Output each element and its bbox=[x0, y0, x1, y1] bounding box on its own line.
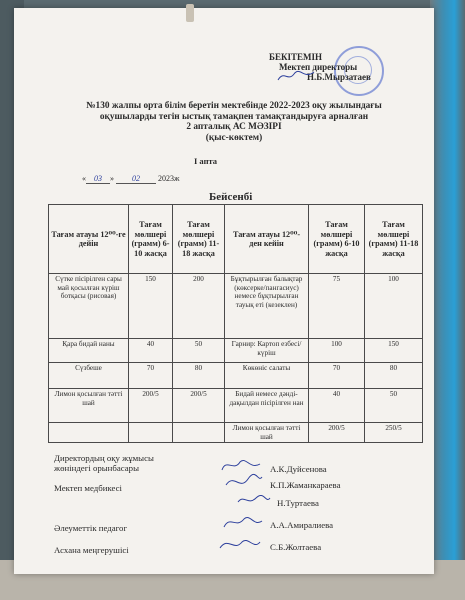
menu-table bbox=[48, 204, 423, 443]
canteen-head-signature bbox=[218, 534, 262, 557]
title-line-3: 2 апталық АС МӘЗІРІ bbox=[186, 122, 282, 132]
extra-staff-signature bbox=[236, 492, 272, 511]
table-cell: 80 bbox=[365, 363, 423, 389]
table-row bbox=[49, 423, 423, 443]
social-pedagogue-label: Әлеуметтік педагог bbox=[54, 523, 128, 533]
approval-position: Мектеп директоры bbox=[279, 62, 358, 72]
paper-clip bbox=[186, 4, 194, 22]
table-cell: 70 bbox=[129, 363, 173, 389]
date-line bbox=[82, 174, 180, 184]
header-cell: Тағам мөлшері (грамм) 11-18 жасқа bbox=[365, 205, 423, 274]
table-cell: Сүзбеше bbox=[49, 363, 129, 389]
extra-staff-name: Н.Туртаева bbox=[277, 498, 319, 508]
table-cell bbox=[173, 423, 225, 443]
table-cell: 80 bbox=[173, 363, 225, 389]
table-row bbox=[49, 339, 423, 363]
menu-title bbox=[54, 101, 414, 143]
table-cell: 70 bbox=[309, 363, 365, 389]
table-cell: 200/5 bbox=[309, 423, 365, 443]
table-cell: 100 bbox=[309, 339, 365, 363]
nurse-signature bbox=[224, 473, 264, 494]
table-cell: Лимон қосылған тәтті шай bbox=[225, 423, 309, 443]
table-cell: Қара бидай наны bbox=[49, 339, 129, 363]
table-row bbox=[49, 274, 423, 339]
deputy-label bbox=[54, 453, 154, 473]
header-cell: Тағам мөлшері (грамм) 6-10 жасқа bbox=[129, 205, 173, 274]
table-cell: Гарнир: Картоп езбесі/ күріш bbox=[225, 339, 309, 363]
table-cell: 150 bbox=[129, 274, 173, 339]
table-cell: Сүтке пісірілген сары май қосылған күріш ботқасы (рисовая) bbox=[49, 274, 129, 339]
canteen-head-label: Асхана меңгерушісі bbox=[54, 545, 129, 555]
header-cell: Тағам мөлшері (грамм) 6-10 жасқа bbox=[309, 205, 365, 274]
table-cell bbox=[129, 423, 173, 443]
table-cell bbox=[49, 423, 129, 443]
date-close-quote: » bbox=[110, 174, 114, 183]
table-cell: 200/5 bbox=[173, 389, 225, 423]
table-cell: Бұқтырылған балықтар (көксерке/пангасиус) немесе бұқтырылған тауық еті (кезеклен) bbox=[225, 274, 309, 339]
title-line-2: оқушыларды тегін ыстық тамақпен тамақтандыруға арналған bbox=[99, 111, 369, 122]
table-cell: 250/5 bbox=[365, 423, 423, 443]
approval-title: БЕКІТЕМІН bbox=[269, 52, 322, 62]
date-day: 03 bbox=[86, 174, 110, 184]
date-year: 2023ж bbox=[158, 174, 180, 183]
table-cell: Көкөніс салаты bbox=[225, 363, 309, 389]
table-header-row bbox=[49, 205, 423, 274]
canteen-head-name: С.Б.Жолтаева bbox=[270, 542, 322, 552]
week-label: I апта bbox=[194, 156, 217, 166]
nurse-name: К.П.Жаманкараева bbox=[270, 480, 341, 490]
title-line-4: (қыс-көктем) bbox=[205, 132, 263, 143]
table-cell: 150 bbox=[365, 339, 423, 363]
date-month: 02 bbox=[116, 174, 156, 184]
table-cell: 40 bbox=[129, 339, 173, 363]
deputy-label-line-2: жөніндегі орынбасары bbox=[54, 463, 139, 473]
header-cell: Тағам атауы 12⁰⁰-ден кейін bbox=[225, 205, 309, 274]
table-cell: Лимон қосылған тәтті шай bbox=[49, 389, 129, 423]
approval-name: Н.Б.Мырзатаев bbox=[307, 72, 371, 82]
header-cell: Тағам мөлшері (грамм) 11-18 жасқа bbox=[173, 205, 225, 274]
day-title: Бейсенбі bbox=[209, 191, 253, 203]
table-cell: 200 bbox=[173, 274, 225, 339]
table-cell: 75 bbox=[309, 274, 365, 339]
menu-document bbox=[14, 8, 434, 574]
table-cell: Бидай немесе дәнді-дақылдан пісірілген нан bbox=[225, 389, 309, 423]
director-signature bbox=[276, 68, 316, 87]
table-cell: 40 bbox=[309, 389, 365, 423]
title-line-1: №130 жалпы орта білім беретін мектебінде 2022-2023 оқу жылындағы bbox=[86, 101, 382, 111]
background-right bbox=[430, 0, 465, 600]
deputy-name: А.К.Дуйсенова bbox=[270, 464, 327, 474]
table-row bbox=[49, 363, 423, 389]
nurse-label: Мектеп медбикесі bbox=[54, 483, 122, 493]
deputy-label-line-1: Директордың оқу жұмысы bbox=[54, 453, 154, 463]
table-row bbox=[49, 389, 423, 423]
table-cell: 50 bbox=[173, 339, 225, 363]
social-pedagogue-name: А.А.Амиралиева bbox=[270, 520, 334, 530]
header-cell: Тағам атауы 12⁰⁰-ге дейін bbox=[49, 205, 129, 274]
table-cell: 100 bbox=[365, 274, 423, 339]
table-cell: 200/5 bbox=[129, 389, 173, 423]
social-pedagogue-signature bbox=[222, 511, 264, 534]
table-cell: 50 bbox=[365, 389, 423, 423]
date-open-quote: « bbox=[82, 174, 86, 183]
